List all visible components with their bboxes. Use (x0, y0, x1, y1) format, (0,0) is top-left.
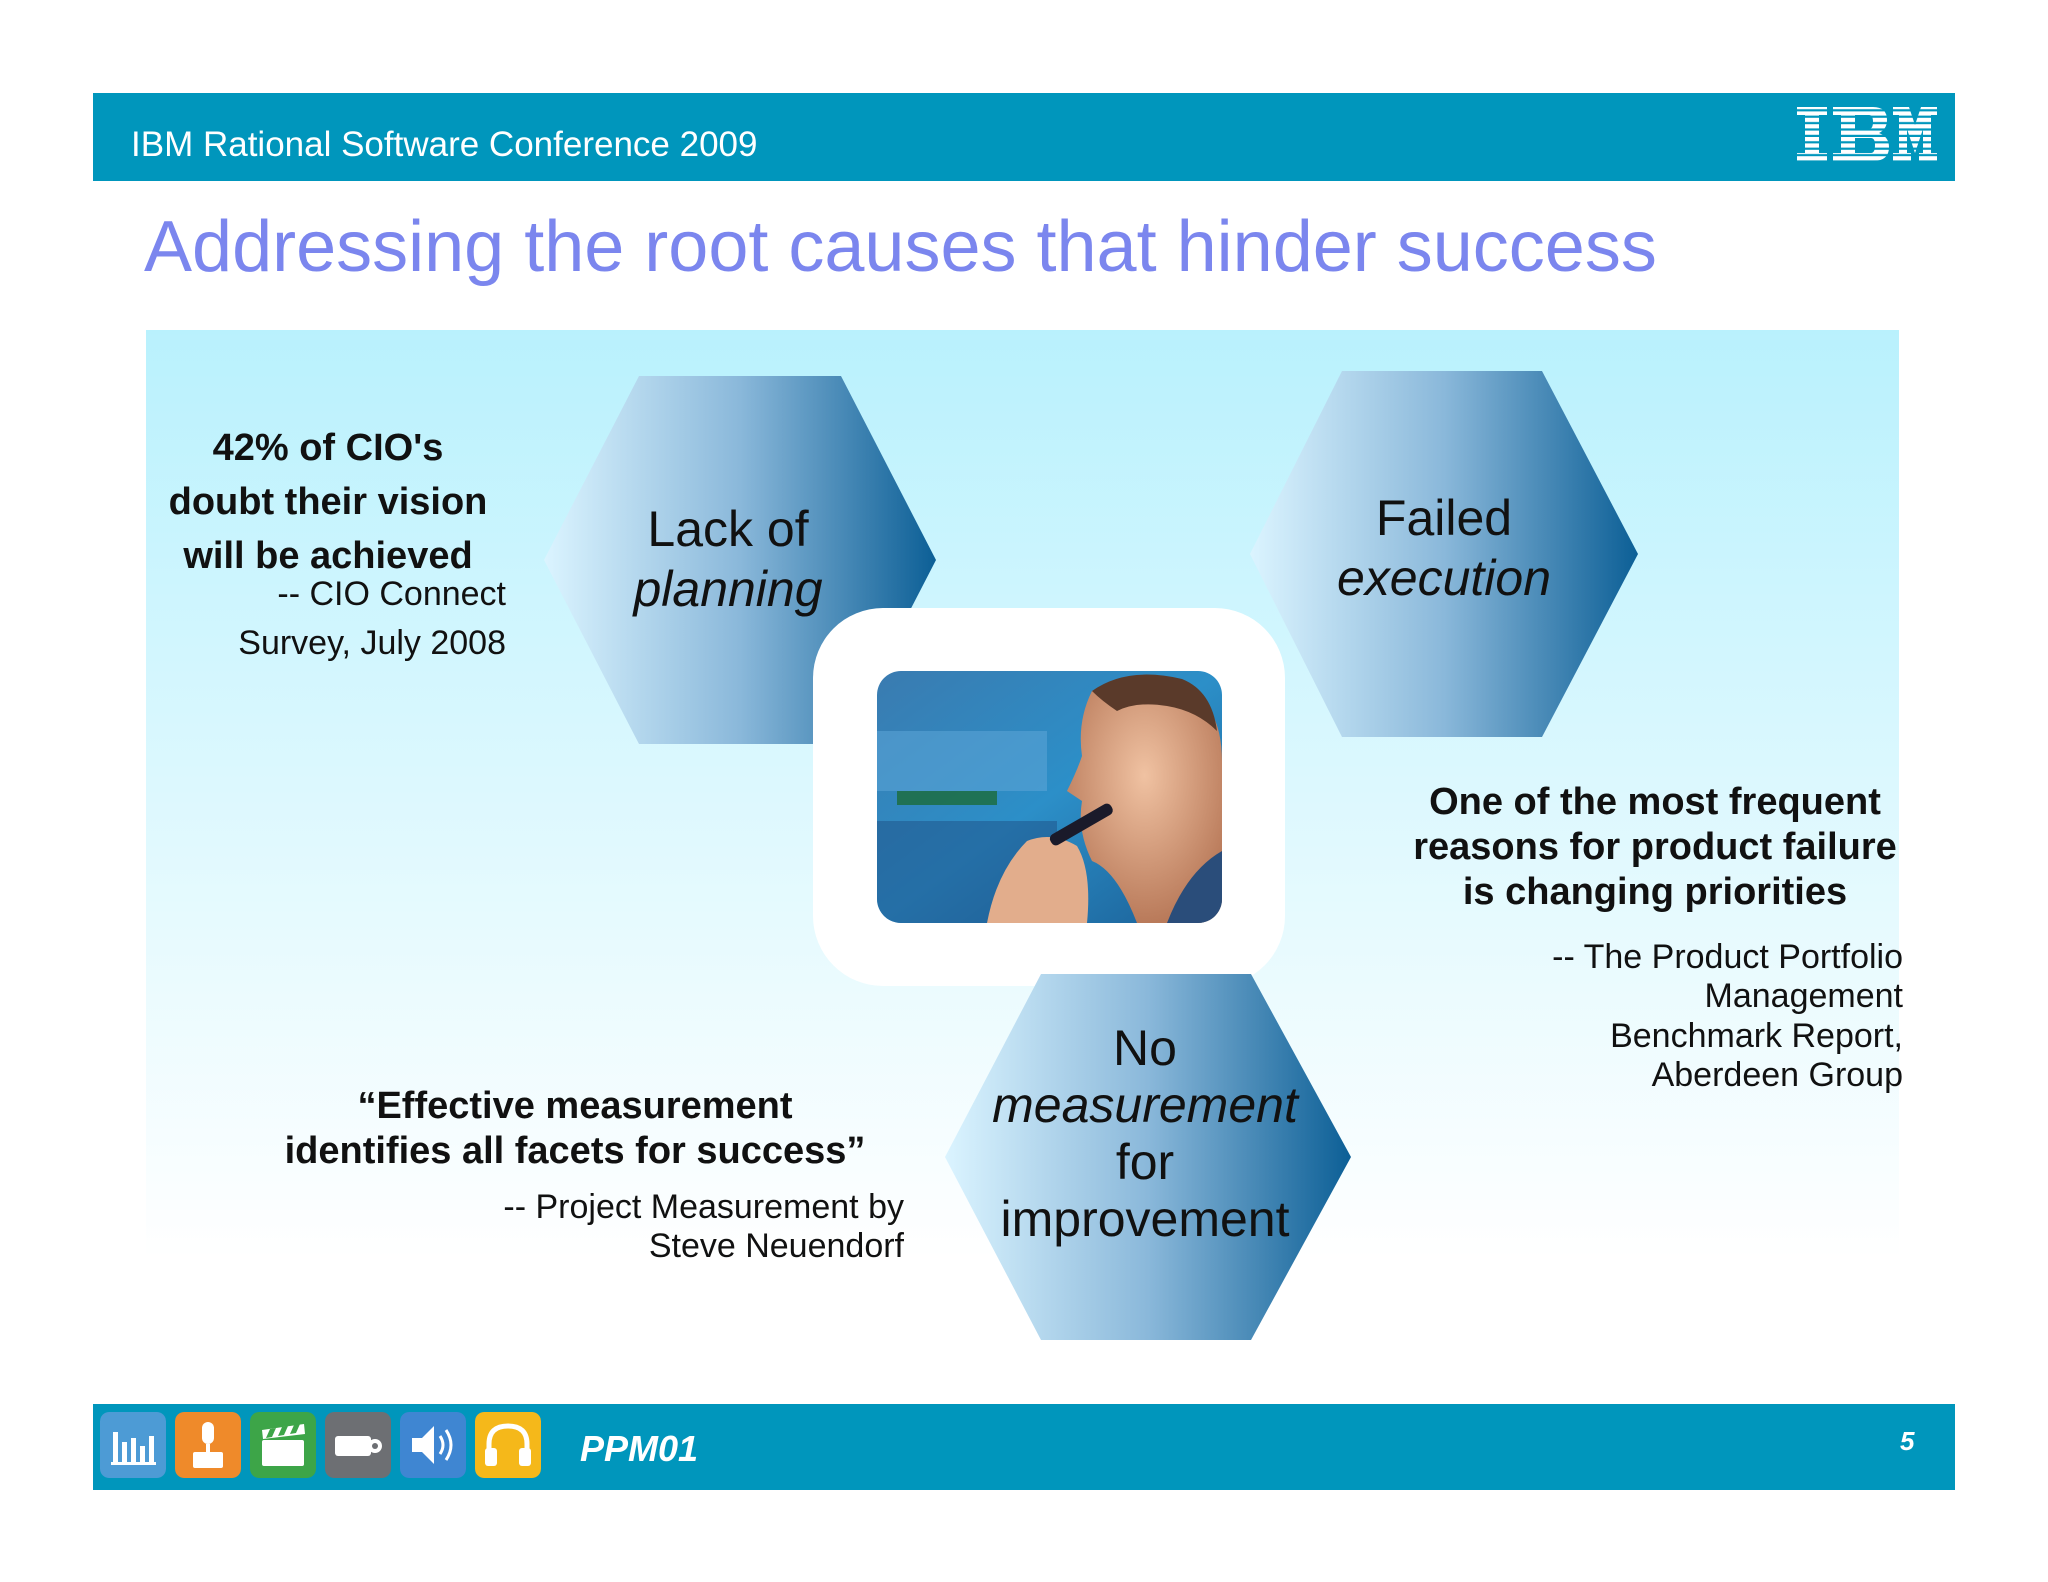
session-code: PPM01 (580, 1428, 699, 1469)
source-line: Steve Neuendorf (648, 1227, 904, 1266)
ibm-logo-icon (1795, 105, 1937, 163)
hexagon-label-line: No (1113, 1020, 1177, 1076)
slide-title: Addressing the root causes that hinder success (144, 207, 1657, 287)
source-line: Benchmark Report, (1610, 1016, 1903, 1055)
hexagon-label-line: Lack of (647, 501, 809, 557)
quote-line: One of the most frequent (1429, 781, 1881, 823)
hexagon-label-lack-of-planning (544, 499, 912, 619)
quote-line: 42% of CIO's (212, 427, 444, 469)
hexagon-label-no-measurement (975, 1020, 1315, 1248)
quote-line: identifies all facets for success” (284, 1129, 866, 1172)
hexagon-label-line: Failed (1375, 490, 1513, 546)
measurement-quote (240, 1084, 910, 1174)
source-line: Management (1704, 977, 1903, 1016)
hexagon-label-line: execution (1336, 550, 1552, 606)
source-line: Aberdeen Group (1651, 1056, 1903, 1095)
quote-line: “Effective measurement (357, 1085, 793, 1127)
speaker-icon (400, 1412, 466, 1478)
footer-bar (93, 1404, 1955, 1490)
quote-line: will be achieved (183, 534, 473, 577)
hexagon-label-line: measurement (992, 1077, 1298, 1133)
hexagon-label-line: planning (633, 561, 823, 617)
source-line: Survey, July 2008 (238, 624, 506, 663)
source-line: -- CIO Connect (277, 575, 506, 613)
chart-icon (100, 1412, 166, 1478)
hexagon-label-failed-execution (1250, 488, 1638, 608)
hexagon-label-line: for (1115, 1134, 1175, 1190)
man-thinking-photo (877, 671, 1222, 923)
hexagon-label-line: improvement (1000, 1191, 1290, 1247)
measurement-quote-source (410, 1188, 904, 1267)
cio-quote (140, 422, 516, 584)
priorities-quote-source (1450, 938, 1903, 1096)
headphones-icon (475, 1412, 541, 1478)
clapperboard-icon (250, 1412, 316, 1478)
source-line: -- The Product Portfolio (1552, 938, 1903, 976)
quote-line: doubt their vision (168, 480, 488, 523)
conference-title: IBM Rational Software Conference 2009 (131, 125, 758, 164)
page-number: 5 (1900, 1426, 1915, 1456)
podium-icon (175, 1412, 241, 1478)
priorities-quote (1380, 780, 1930, 914)
header-bar (93, 93, 1955, 181)
quote-line: is changing priorities (1462, 870, 1848, 913)
quote-line: reasons for product failure (1413, 825, 1897, 868)
projector-icon (325, 1412, 391, 1478)
source-line: -- Project Measurement by (503, 1188, 904, 1226)
cio-quote-source (180, 570, 506, 669)
